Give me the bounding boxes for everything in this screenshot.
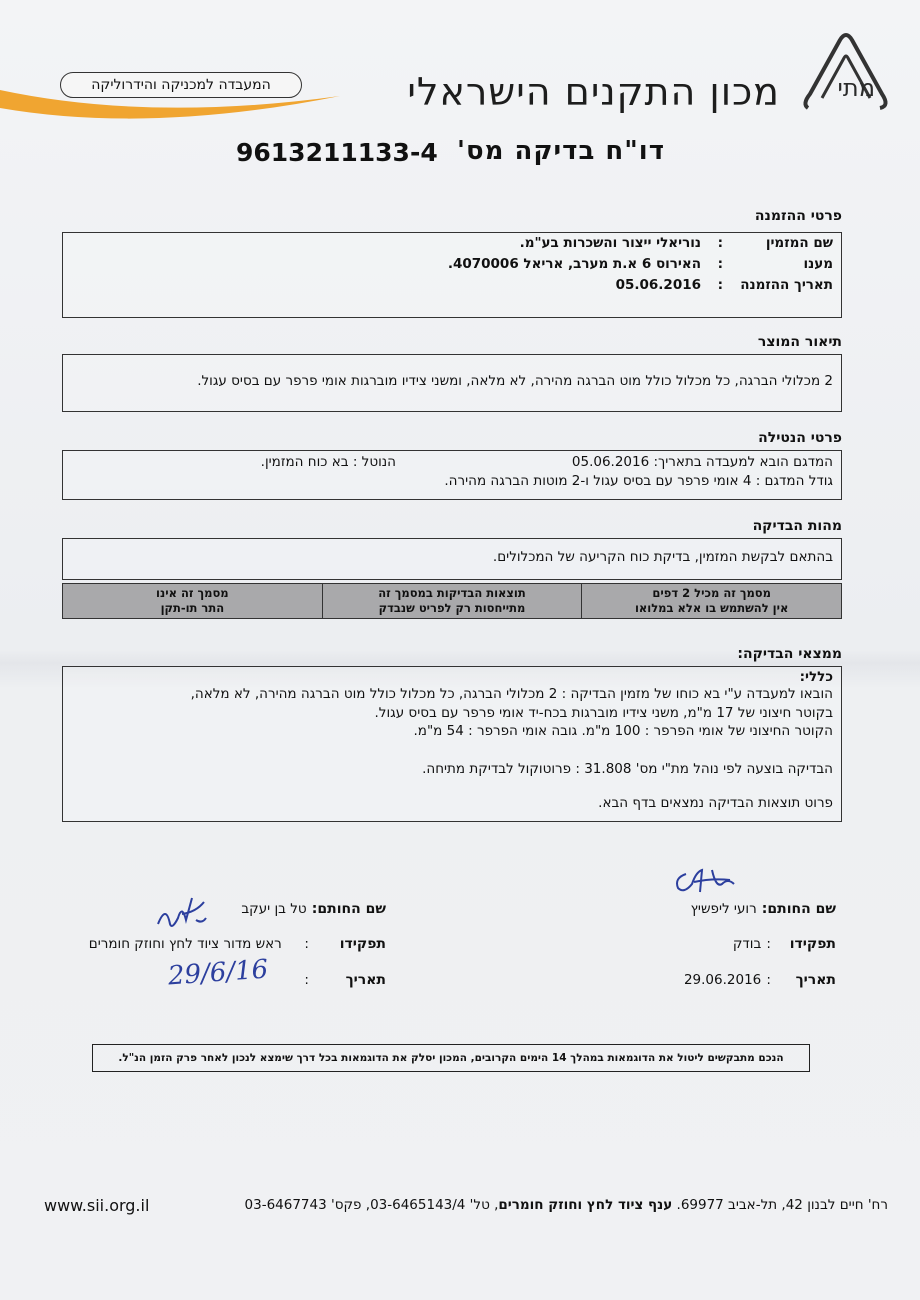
head-name-row: שם החותם: טל בן יעקב (241, 901, 386, 917)
head-role: ראש מדור ציוד לחץ וחוזק חומרים (88, 936, 282, 952)
signature-tester-icon (672, 864, 742, 898)
product-description: 2 מכלולי הברגה, כל מכלול כולל מוט הברגה מהירה, לא מלאה, ומשני צידיו מוברגות אומי פרפר עם בסיס עגול. (197, 373, 833, 389)
findings-line: הקוטר החיצוני של אומי הפרפר : 100 מ"מ. גובה אומי הפרפר : 54 מ"מ. (413, 723, 833, 739)
tester-date-row: תאריך : 29.06.2016 (683, 972, 836, 988)
note-pages-cell: מסמך זה מכיל 2 דפים אין להשתמש בו אלא במלואו (581, 584, 841, 618)
lab-name-badge: המעבדה למכניקה והידרוליקה (60, 72, 302, 98)
order-box (62, 232, 842, 318)
test-nature-section-title: מהות הבדיקה (752, 518, 842, 534)
tester-role: בודק (732, 936, 762, 952)
report-number: 9613211133-4 (236, 138, 438, 167)
head-name: טל בן יעקב (241, 901, 307, 917)
sampling-arrival-date: המדגם הובא למעבדה בתאריך: 05.06.2016 (571, 454, 833, 470)
tester-role-row: תפקידו : בודק (732, 936, 836, 952)
tester-date: 29.06.2016 (683, 972, 762, 988)
product-section-title: תיאור המוצר (757, 334, 842, 350)
logo-text: מתי (837, 74, 875, 102)
tester-name: רועי ליפשיץ (690, 901, 757, 917)
findings-line: פרוט תוצאות הבדיקה נמצאים בדף הבא. (598, 795, 833, 811)
findings-line: בקוטר חיצוני של 17 מ"מ, משני צידיו מוברגות בכח-יד אומי פרפר עם בסיס עגול. (374, 705, 833, 721)
findings-line: הבדיקה בוצעה לפי נוהל מת"י מס' 31.808 : פרוטוקול לבדיקת מתיחה. (422, 761, 833, 777)
order-row-customer: שם המזמין:נוריאלי ייצור והשכרות בע"מ. (519, 235, 833, 251)
order-row-address: מענו:האירוס 6 א.ת מערב, אריאל 4070006. (447, 256, 833, 272)
findings-box (62, 666, 842, 822)
test-nature-box (62, 538, 842, 580)
note-results-cell: תוצאות הבדיקות במסמך זה מתייחסות רק לפריט שנבדק (322, 584, 582, 618)
findings-subtitle: כללי: (799, 669, 833, 685)
report-title: דו"ח בדיקה מס' (457, 136, 665, 166)
test-nature-text: בהתאם לבקשת המזמין, בדיקת כוח הקריעה של המכלולים. (492, 549, 833, 565)
sample-collection-notice: הנכם מתבקשים ליטול את הדוגמאות במהלך 14 הימים הקרובים, המכון יסלק את הדוגמאות בכל דרך שימצא לנכון לאחר פרק הזמן הנ"ל. (92, 1044, 810, 1072)
footer-website-link[interactable]: www.sii.org.il (44, 1196, 150, 1215)
head-role-row: תפקידו : ראש מדור ציוד לחץ וחוזק חומרים (88, 936, 386, 952)
sampling-section-title: פרטי הנטילה (758, 430, 842, 446)
sampling-taker: הנוטל : בא כוח המזמין. (260, 454, 396, 470)
head-date-row: תאריך : (304, 972, 386, 988)
product-box (62, 354, 842, 412)
institute-name: מכון התקנים הישראלי (407, 70, 780, 114)
footer-address: רח' חיים לבנון 42, תל-אביב 69977. ענף ציוד לחץ וחוזק חומרים, טל' 03-6465143/4, פקס' 03-6467743 (244, 1197, 888, 1213)
note-standard-cell: מסמך זה אינו התר תו-תקן (156, 586, 229, 615)
sampling-size: גודל המדגם : 4 אומי פרפר עם בסיס עגול ו-2 מוטות הברגה מהירה. (444, 473, 833, 489)
order-row-date: תאריך ההזמנה:05.06.2016 (615, 277, 833, 293)
tester-name-row: שם החותם: רועי ליפשיץ (690, 901, 836, 917)
head-handwritten-date: 29/6/16 (167, 954, 270, 992)
findings-section-title: ממצאי הבדיקה: (737, 646, 842, 662)
sampling-box (62, 450, 842, 500)
findings-line: הובאו למעבדה ע"י בא כוחו של מזמין הבדיקה : 2 מכלולי הברגה, כל מכלול כולל מוט הברגה מהירה, לא מלאה, (190, 686, 833, 702)
document-notes-table (62, 583, 842, 619)
order-section-title: פרטי ההזמנה (754, 208, 842, 224)
footer-department: ענף ציוד לחץ וחוזק חומרים (498, 1197, 673, 1213)
signature-head-icon (152, 894, 208, 934)
